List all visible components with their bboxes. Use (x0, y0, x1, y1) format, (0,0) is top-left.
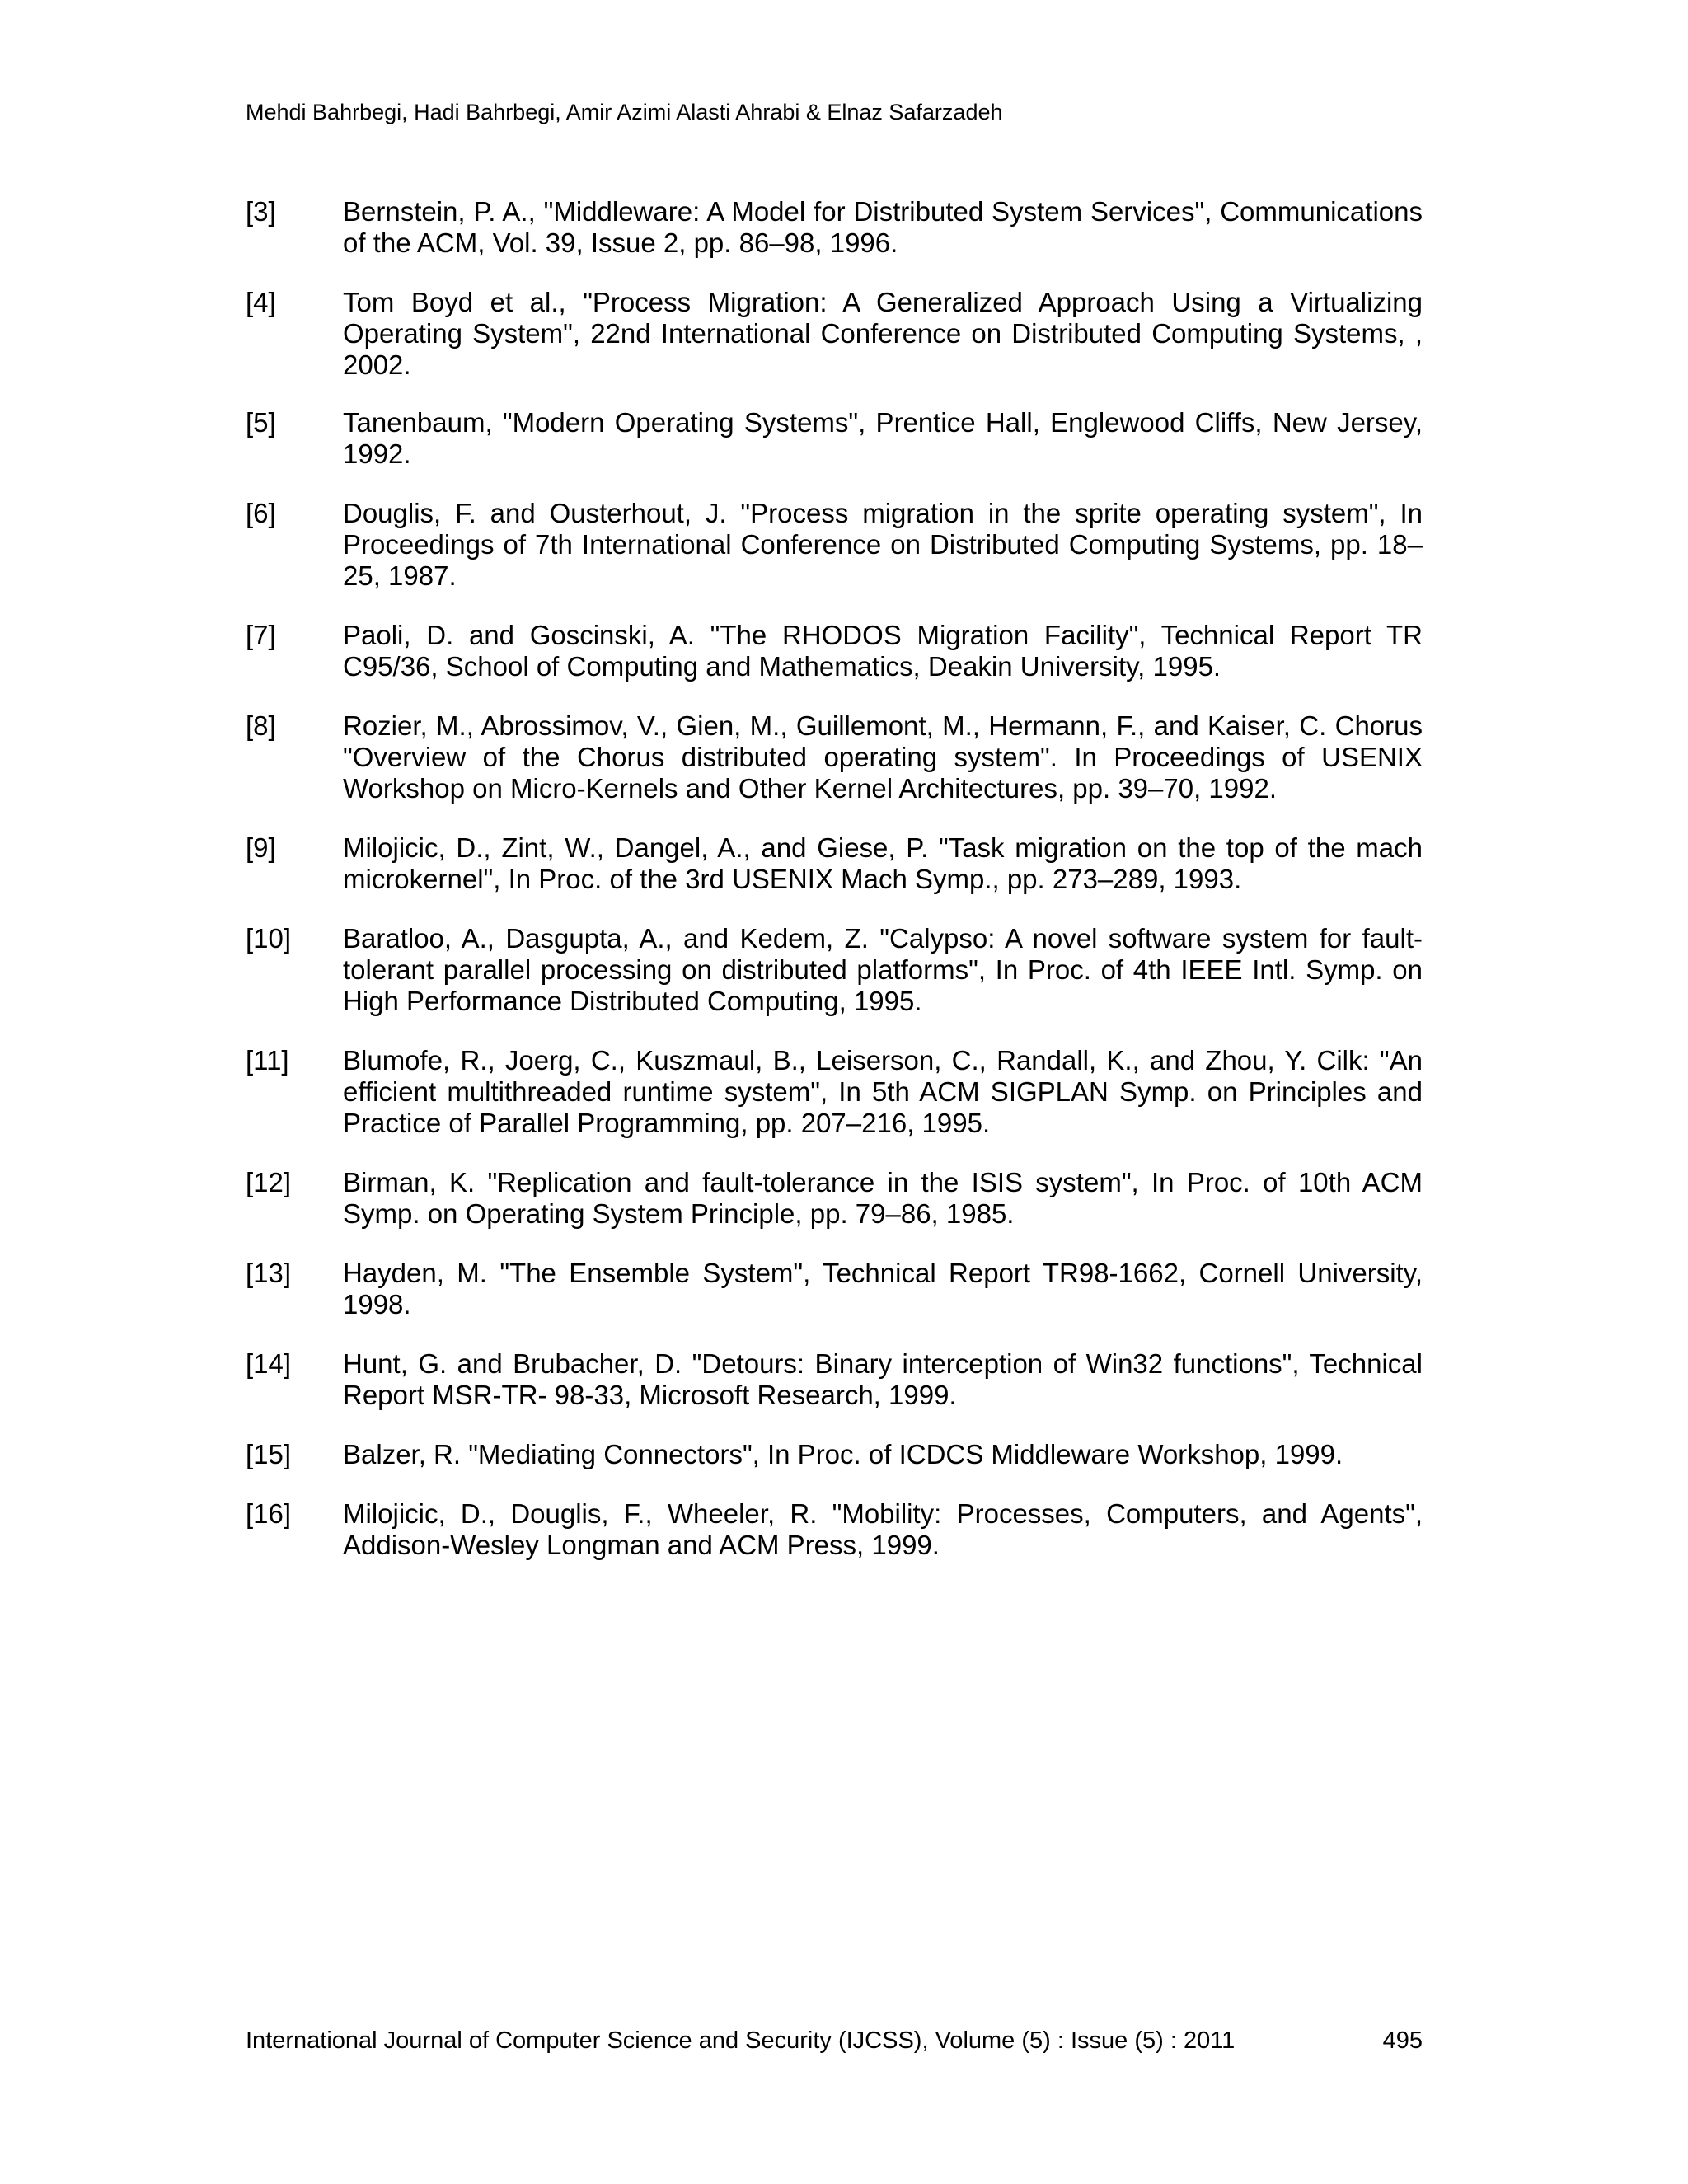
reference-item (246, 710, 1423, 804)
reference-number: [12] (246, 1167, 292, 1197)
reference-item (246, 1439, 1423, 1470)
reference-text: Milojicic, D., Zint, W., Dangel, A., and Giese, P. "Task migration on the top of the mach microkernel", In Proc. of the 3rd USENIX Mach Symp., pp. 273–289, 1993. (343, 832, 1423, 894)
reference-item (246, 407, 1423, 470)
reference-number: [5] (246, 407, 276, 438)
reference-list (246, 196, 1423, 1589)
reference-text: Hunt, G. and Brubacher, D. "Detours: Binary interception of Win32 functions", Technical Report MSR-TR- 98-33, Microsoft Research, 1999. (343, 1348, 1423, 1410)
reference-text: Balzer, R. "Mediating Connectors", In Proc. of ICDCS Middleware Workshop, 1999. (343, 1439, 1343, 1469)
reference-item (246, 1045, 1423, 1139)
reference-number: [4] (246, 287, 276, 317)
reference-number: [13] (246, 1258, 292, 1288)
reference-number: [3] (246, 196, 276, 227)
reference-number: [11] (246, 1045, 289, 1076)
reference-text: Hayden, M. "The Ensemble System", Technical Report TR98-1662, Cornell University, 1998. (343, 1258, 1423, 1319)
running-header: Mehdi Bahrbegi, Hadi Bahrbegi, Amir Azimi Alasti Ahrabi & Elnaz Safarzadeh (246, 100, 1003, 124)
reference-text: Bernstein, P. A., "Middleware: A Model for Distributed System Services", Communications of the ACM, Vol. 39, Issue 2, pp. 86–98, 1996. (343, 196, 1423, 258)
reference-text: Birman, K. "Replication and fault-tolerance in the ISIS system", In Proc. of 10th ACM Symp. on Operating System Principle, pp. 79–86, 1985. (343, 1167, 1423, 1229)
reference-item (246, 196, 1423, 259)
reference-item (246, 1258, 1423, 1320)
reference-item (246, 832, 1423, 895)
reference-item (246, 498, 1423, 592)
reference-number: [9] (246, 832, 276, 863)
journal-citation: International Journal of Computer Science and Security (IJCSS), Volume (5) : Issue (5) : 2011 (246, 2027, 1236, 2054)
reference-item (246, 287, 1423, 381)
reference-text: Tanenbaum, "Modern Operating Systems", Prentice Hall, Englewood Cliffs, New Jersey, 1992. (343, 407, 1423, 469)
reference-number: [8] (246, 710, 276, 741)
reference-number: [15] (246, 1439, 292, 1469)
reference-item (246, 1498, 1423, 1561)
reference-text: Paoli, D. and Goscinski, A. "The RHODOS Migration Facility", Technical Report TR C95/36, School of Computing and Mathematics, Deakin University, 1995. (343, 620, 1423, 682)
reference-item (246, 620, 1423, 682)
reference-number: [16] (246, 1498, 292, 1529)
reference-item (246, 1167, 1423, 1230)
reference-number: [10] (246, 923, 292, 954)
reference-item (246, 923, 1423, 1017)
reference-text: Douglis, F. and Ousterhout, J. "Process migration in the sprite operating system", In Proceedings of 7th International Conference on Distributed Computing Systems, pp. 18–25, 1987. (343, 498, 1423, 591)
reference-text: Baratloo, A., Dasgupta, A., and Kedem, Z. "Calypso: A novel software system for fault-tolerant parallel processing on distributed platforms", In Proc. of 4th IEEE Intl. Symp. on High Performance Distributed Computing, 1995. (343, 923, 1423, 1016)
page-number: 495 (1382, 2027, 1423, 2054)
reference-number: [7] (246, 620, 276, 650)
reference-number: [6] (246, 498, 276, 528)
reference-text: Blumofe, R., Joerg, C., Kuszmaul, B., Leiserson, C., Randall, K., and Zhou, Y. Cilk: "An efficient multithreaded runtime system", In 5th ACM SIGPLAN Symp. on Principles and Practice of Parallel Programming, pp. 207–216, 1995. (343, 1045, 1423, 1138)
reference-text: Rozier, M., Abrossimov, V., Gien, M., Guillemont, M., Hermann, F., and Kaiser, C. Chorus "Overview of the Chorus distributed operating system". In Proceedings of USENIX Workshop on Micro-Kernels and Other Kernel Architectures, pp. 39–70, 1992. (343, 710, 1423, 804)
reference-text: Milojicic, D., Douglis, F., Wheeler, R. "Mobility: Processes, Computers, and Agents", Addison-Wesley Longman and ACM Press, 1999. (343, 1498, 1423, 1560)
reference-text: Tom Boyd et al., "Process Migration: A Generalized Approach Using a Virtualizing Operating System", 22nd International Conference on Distributed Computing Systems, , 2002. (343, 287, 1423, 380)
reference-item (246, 1348, 1423, 1411)
reference-number: [14] (246, 1348, 292, 1379)
